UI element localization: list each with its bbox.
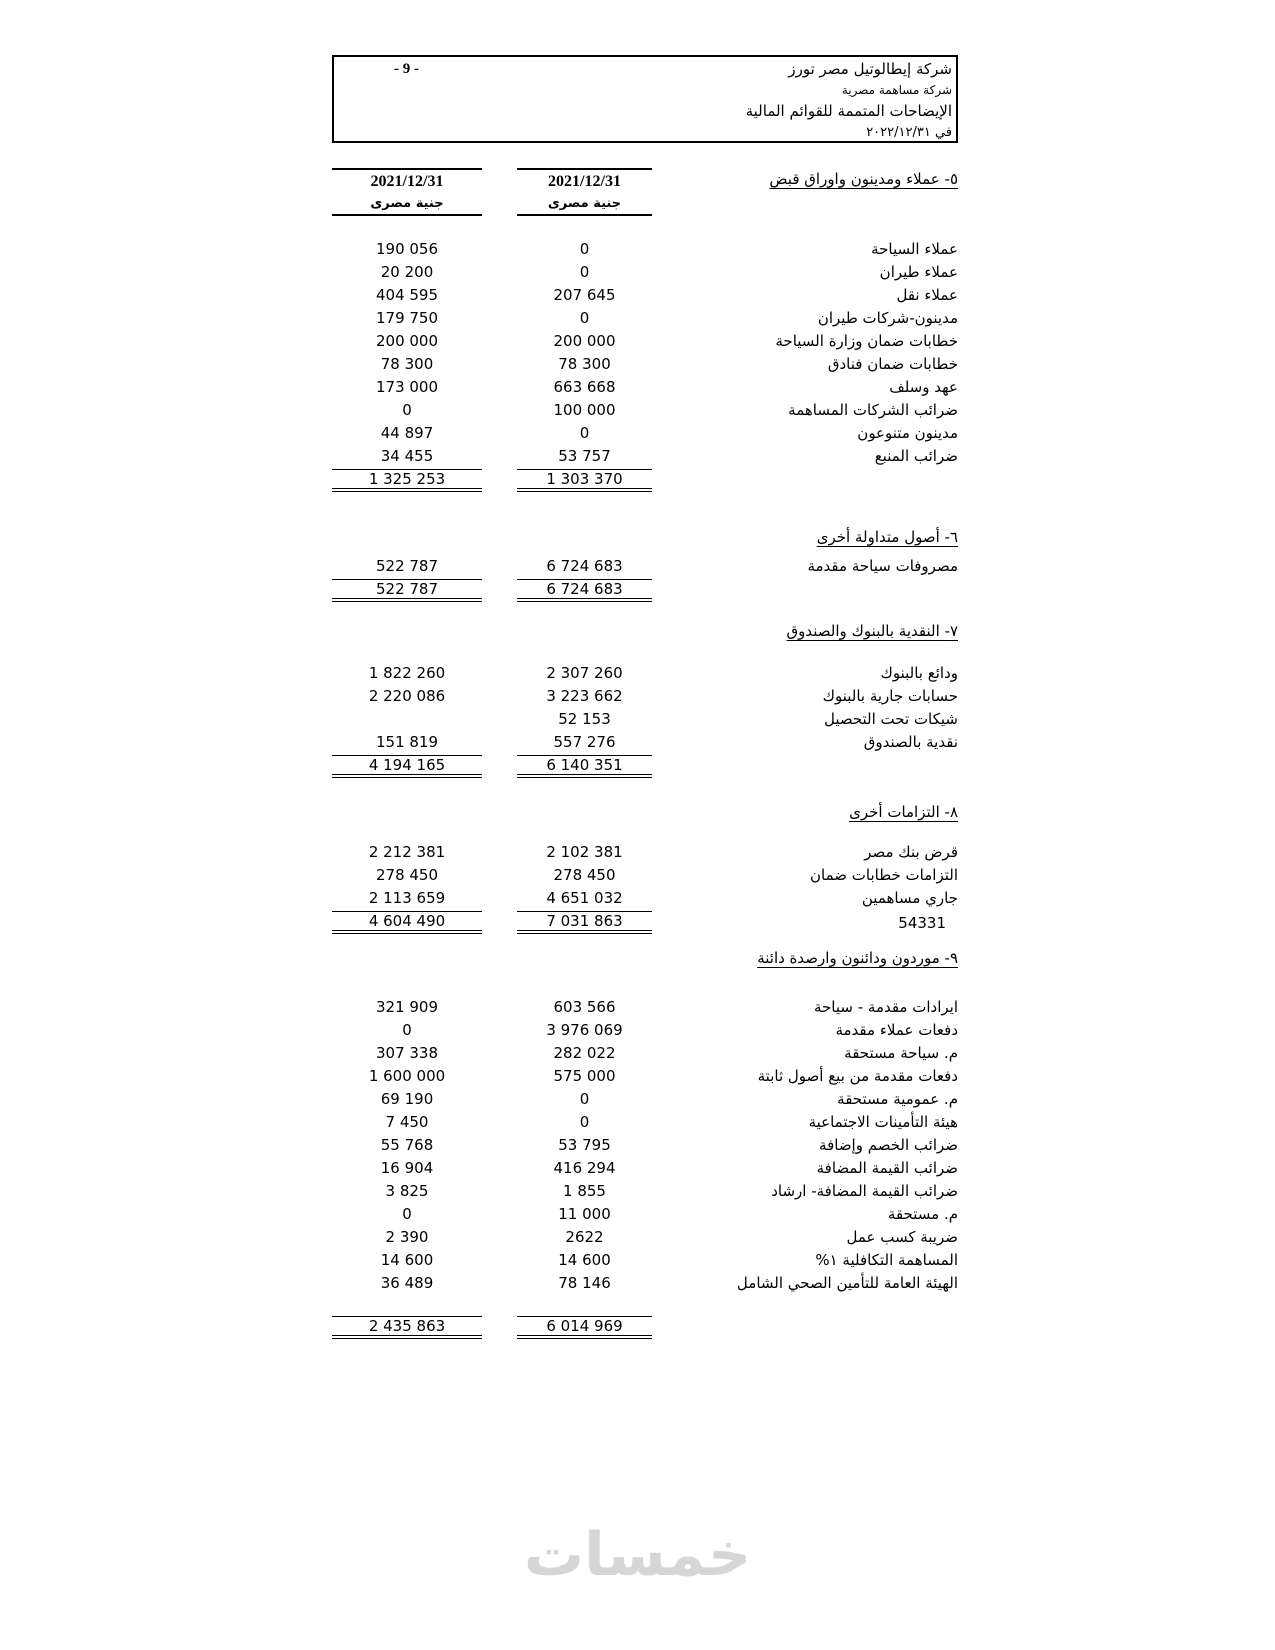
value-mid: 200 000 [553,331,616,350]
value-left: 2 435 863 [332,1316,482,1339]
total-row [332,909,958,936]
value-mid: 3 223 662 [546,686,623,705]
row-label: التزامات خطابات ضمان [810,865,958,884]
row-label: مدينون-شركات طيران [817,308,958,327]
section-rows [332,995,958,1294]
data-row [332,707,958,730]
data-row [332,840,958,863]
value-left: 2 220 086 [368,686,446,705]
statements-title: الإيضاحات المتممة للقوائم المالية [745,102,952,120]
value-left: 4 194 165 [332,755,482,778]
page-number: - 9 - [394,61,419,77]
value-mid: 78 146 [558,1273,611,1292]
data-row [332,1110,958,1133]
value-mid: 575 000 [553,1066,616,1085]
value-left: 36 489 [380,1273,434,1292]
data-row [332,1064,958,1087]
data-row [332,352,958,375]
row-label: مدينون متنوعون [857,423,958,442]
row-label: جاري مساهمين [861,888,958,907]
data-row [332,886,958,909]
value-mid: 78 300 [558,354,611,373]
row-label: م. سياحة مستحقة [844,1043,958,1062]
watermark-khamsat: خمسات [523,1520,752,1590]
data-row [332,995,958,1018]
data-row [332,1225,958,1248]
value-mid: 0 [579,423,590,442]
section-rows [332,661,958,753]
row-label: عملاء طيران [879,262,958,281]
value-mid: 6 014 969 [517,1316,652,1339]
row-label: 54331 [898,913,946,932]
data-row [332,1248,958,1271]
row-label: ايرادات مقدمة - سياحة [813,997,958,1016]
data-row [332,1018,958,1041]
column-header-left [332,168,482,216]
value-left: 34 455 [380,446,434,465]
data-row [332,421,958,444]
value-mid: 53 795 [558,1135,611,1154]
value-left: 321 909 [375,997,439,1016]
section-title-row [332,800,958,823]
data-row [332,283,958,306]
data-row [332,863,958,886]
row-label: ضريبة كسب عمل [846,1227,958,1246]
value-left: 2 212 381 [368,842,446,861]
total-row [332,467,958,494]
value-left: 0 [402,1020,412,1039]
value-mid: 2 102 381 [546,842,623,861]
row-label: ضرائب المنبع [874,446,958,465]
row-label: عملاء السياحة [871,239,958,258]
data-row [332,375,958,398]
row-label: دفعات عملاء مقدمة [835,1020,958,1039]
row-label: ضرائب القيمة المضافة- ارشاد [771,1181,958,1200]
value-left: 3 825 [385,1181,429,1200]
value-left: 522 787 [375,556,439,575]
value-mid: 6 724 683 [546,556,623,575]
value-left: 151 819 [375,732,439,751]
value-left: 7 450 [385,1112,429,1131]
data-row [332,237,958,260]
value-mid: 2 307 260 [546,663,623,682]
value-left: 44 897 [380,423,434,442]
sections-container [332,237,958,1341]
value-mid: 0 [579,1112,590,1131]
value-left: 1 600 000 [368,1066,446,1085]
row-label: عملاء نقل [896,285,958,304]
row-label: حسابات جارية بالبنوك [822,686,958,705]
company-header-lines [746,59,952,143]
section-5-title-cell [697,168,958,216]
value-left: 14 600 [380,1250,434,1269]
section-title: ٩- موردون ودائنون وارصدة دائنة [757,949,958,967]
data-row [332,730,958,753]
section-rows [332,840,958,909]
row-label: م. مستحقة [887,1204,958,1223]
note-section [332,619,958,780]
row-label: ضرائب الخصم وإضافة [819,1135,958,1154]
row-label: م. عمومية مستحقة [837,1089,958,1108]
value-mid: 282 022 [553,1043,616,1062]
data-row [332,554,958,577]
note-section [332,800,958,936]
note-section [332,946,958,1341]
data-row [332,1041,958,1064]
column-header-row [332,168,958,216]
row-label: ودائع بالبنوك [880,663,958,682]
data-row [332,684,958,707]
value-left: 69 190 [380,1089,434,1108]
column-currency-left: جنية مصرى [370,196,444,211]
section-rows [332,237,958,467]
value-left: 2 113 659 [368,888,446,907]
value-left: 1 822 260 [368,663,446,682]
section-title: ٥- عملاء ومدينون واوراق قبض [769,170,958,188]
value-left: 4 604 490 [332,911,482,934]
total-row [332,1314,958,1341]
value-left: 0 [402,400,412,419]
data-row [332,1271,958,1294]
data-row [332,329,958,352]
data-row [332,1202,958,1225]
data-row [332,1179,958,1202]
row-label: شيكات تحت التحصيل [823,709,958,728]
row-label: مصروفات سياحة مقدمة [807,556,958,575]
data-row [332,1133,958,1156]
value-mid: 3 976 069 [546,1020,623,1039]
notes-table [332,168,958,1341]
value-left: 16 904 [380,1158,434,1177]
value-mid: 100 000 [553,400,616,419]
section-title-row [332,619,958,642]
row-label: ضرائب الشركات المساهمة [788,400,958,419]
value-mid: 663 668 [553,377,616,396]
total-row [332,577,958,604]
section-title-row [332,946,958,969]
value-mid: 6 140 351 [517,755,652,778]
value-mid: 557 276 [553,732,616,751]
value-left: 278 450 [375,865,439,884]
value-mid: 1 855 [563,1181,606,1200]
note-section [332,525,958,604]
value-mid: 0 [579,262,590,281]
column-date-mid: 2021/12/31 [548,173,621,190]
value-mid: 14 600 [558,1250,611,1269]
data-row [332,1087,958,1110]
column-gap [482,168,517,216]
value-mid: 0 [579,239,590,258]
value-mid: 52 153 [558,709,611,728]
data-row [332,1156,958,1179]
data-row [332,398,958,421]
company-type: شركة مساهمة مصرية [841,83,952,97]
value-left: 0 [402,1204,412,1223]
value-left: 55 768 [380,1135,434,1154]
value-left: 78 300 [380,354,434,373]
section-title: ٨- التزامات أخرى [849,803,958,821]
value-left: 2 390 [385,1227,429,1246]
value-left: 20 200 [380,262,434,281]
value-mid: 4 651 032 [546,888,623,907]
value-mid: 207 645 [553,285,616,304]
column-header-mid [517,168,652,216]
section-title: ٧- النقدية بالبنوك والصندوق [786,622,958,640]
value-mid: 2622 [565,1227,604,1246]
data-row [332,444,958,467]
row-label: دفعات مقدمة من بيع أصول ثابتة [757,1066,958,1085]
value-left: 1 325 253 [332,469,482,492]
row-label: خطابات ضمان وزارة السياحة [775,331,958,350]
value-mid: 603 566 [553,997,616,1016]
data-row [332,306,958,329]
total-row [332,753,958,780]
note-section [332,237,958,494]
value-mid: 0 [579,308,590,327]
column-gap [652,168,697,216]
column-date-left: 2021/12/31 [370,173,444,190]
value-left: 307 338 [375,1043,439,1062]
company-name: شركة إيطالوتيل مصر تورز [788,60,952,78]
row-label: خطابات ضمان فنادق [827,354,958,373]
section-title: ٦- أصول متداولة أخرى [816,528,958,546]
row-label: المساهمة التكافلية ١% [815,1250,958,1269]
value-mid: 7 031 863 [517,911,652,934]
value-mid: 6 724 683 [517,579,652,602]
value-left: 179 750 [375,308,439,327]
value-mid: 1 303 370 [517,469,652,492]
section-title-row [332,525,958,548]
data-row [332,260,958,283]
company-header-box [332,55,958,143]
value-mid: 0 [579,1089,590,1108]
row-label: ضرائب القيمة المضافة [816,1158,958,1177]
value-left: 522 787 [332,579,482,602]
value-left: 404 595 [375,285,439,304]
value-mid: 11 000 [558,1204,611,1223]
section-rows [332,554,958,577]
value-mid: 416 294 [553,1158,616,1177]
value-left: 173 000 [375,377,439,396]
value-mid: 53 757 [558,446,611,465]
column-currency-mid: جنية مصرى [547,196,622,211]
statements-date: في ٢٠٢٢/١٢/٣١ [866,125,952,140]
row-label: عهد وسلف [889,377,958,396]
value-left: 200 000 [375,331,439,350]
value-mid: 278 450 [553,865,616,884]
row-label: نقدية بالصندوق [863,732,958,751]
row-label: قرض بنك مصر [864,842,958,861]
value-left: 190 056 [375,239,439,258]
row-label: الهيئة العامة للتأمين الصحي الشامل [736,1273,958,1292]
data-row [332,661,958,684]
row-label: هيئة التأمينات الاجتماعية [808,1112,958,1131]
